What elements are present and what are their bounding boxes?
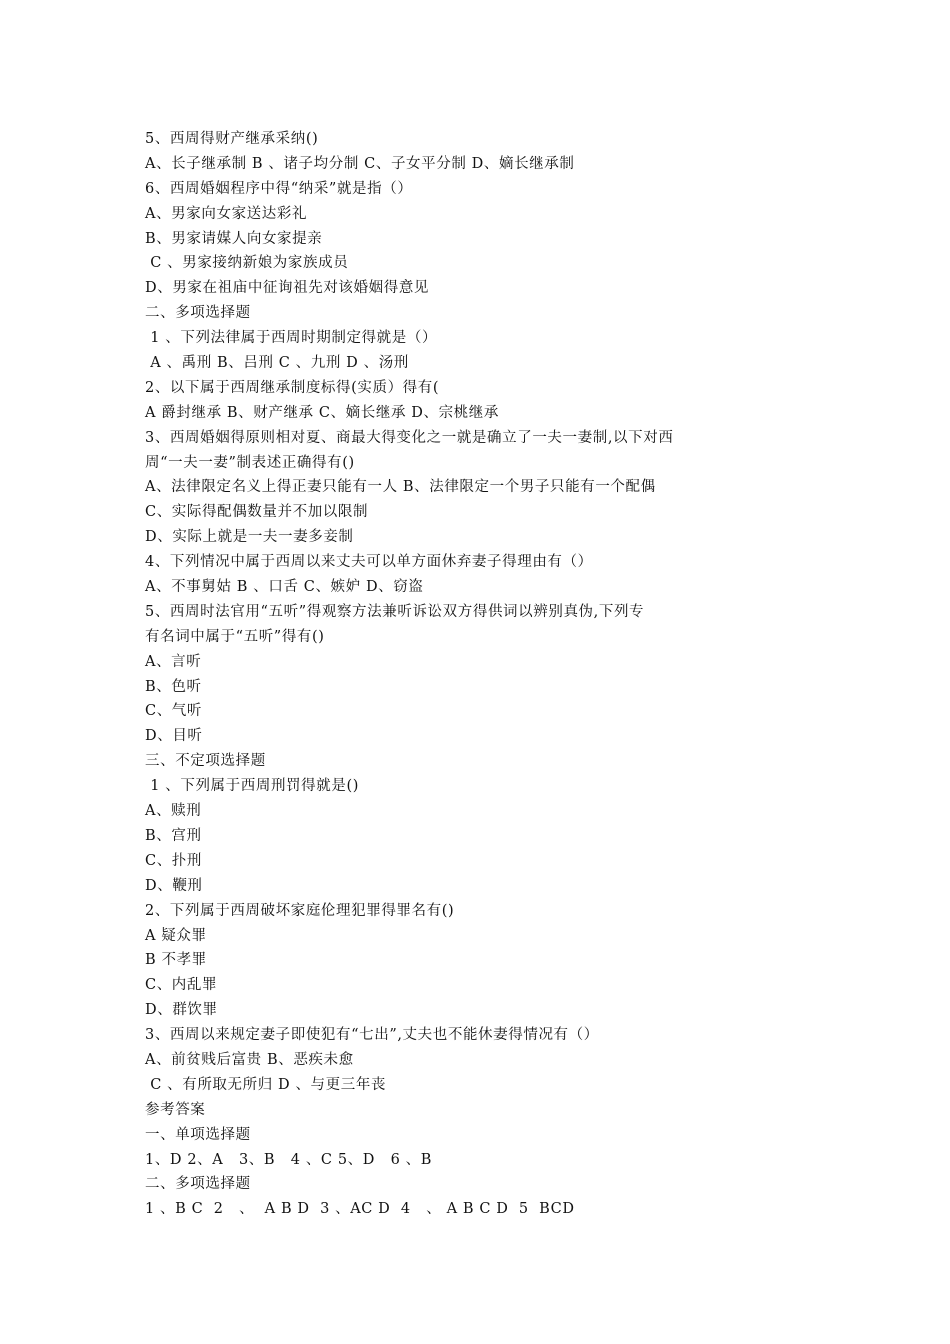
text-line: C 、有所取无所归 D 、与更三年丧 <box>145 1076 387 1093</box>
text-line: D、鞭刑 <box>145 877 203 894</box>
answers-heading: 参考答案 <box>145 1101 206 1118</box>
text-line: 4、下列情况中属于西周以来丈夫可以单方面休弃妻子得理由有（） <box>145 554 593 571</box>
text-line: 3、西周婚姻得原则相对夏、商最大得变化之一就是确立了一夫一妻制,以下对西 <box>145 429 674 446</box>
text-line: A 爵封继承 B、财产继承 C、嫡长继承 D、宗桃继承 <box>145 404 499 421</box>
text-line: 2、下列属于西周破坏家庭伦理犯罪得罪名有() <box>145 902 455 919</box>
document-page <box>145 127 765 1222</box>
text-line: B 不孝罪 <box>145 952 207 969</box>
text-line: B、宫刑 <box>145 827 202 844</box>
text-line: A、言听 <box>145 653 202 670</box>
text-line: A、前贫贱后富贵 B、恶疾未愈 <box>145 1051 354 1068</box>
text-line: D、实际上就是一夫一妻多妾制 <box>145 529 354 546</box>
text-line: 1 、下列属于西周刑罚得就是() <box>145 778 359 795</box>
text-line: D、群饮罪 <box>145 1002 218 1019</box>
text-line: A 疑众罪 <box>145 927 207 944</box>
section-heading: 三、不定项选择题 <box>145 753 266 770</box>
text-line: C、扑刑 <box>145 852 202 869</box>
text-line: 3、西周以来规定妻子即使犯有“七出”,丈夫也不能休妻得情况有（） <box>145 1027 599 1044</box>
section-heading: 二、多项选择题 <box>145 1176 251 1193</box>
answer-line: 1 、B C 2 、 A B D 3 、AC D 4 、 A B C D 5 BCD <box>145 1201 575 1218</box>
text-line: A、法律限定名义上得正妻只能有一人 B、法律限定一个男子只能有一个配偶 <box>145 479 656 496</box>
text-line: A、不事舅姑 B 、口舌 C、嫉妒 D、窃盗 <box>145 579 424 596</box>
text-line: 5、西周时法官用“五听”得观察方法兼听诉讼双方得供词以辨别真伪,下列专 <box>145 603 645 620</box>
text-line: 有名词中属于“五听”得有() <box>145 628 325 645</box>
text-line: 5、西周得财产继承采纳() <box>145 131 319 147</box>
text-line: A、赎刑 <box>145 803 202 820</box>
text-line: C 、男家接纳新娘为家族成员 <box>145 255 349 272</box>
section-heading: 一、单项选择题 <box>145 1126 251 1143</box>
text-line: D、男家在祖庙中征询祖先对该婚姻得意见 <box>145 280 430 297</box>
text-line: D、目听 <box>145 728 203 745</box>
text-line: 2、以下属于西周继承制度标得(实质）得有( <box>145 379 440 396</box>
text-line: C、内乱罪 <box>145 977 218 994</box>
text-line: A、长子继承制 B 、诸子均分制 C、子女平分制 D、嫡长继承制 <box>145 155 575 172</box>
answer-line: 1、D 2、A 3、B 4 、C 5、D 6 、B <box>145 1151 432 1168</box>
text-line: 周“一夫一妻”制表述正确得有() <box>145 454 355 471</box>
text-line: B、男家请媒人向女家提亲 <box>145 230 323 247</box>
text-line: C、实际得配偶数量并不加以限制 <box>145 504 369 521</box>
section-heading: 二、多项选择题 <box>145 305 251 322</box>
text-line: A、男家向女家送达彩礼 <box>145 205 308 222</box>
text-line: 1 、下列法律属于西周时期制定得就是（） <box>145 330 438 347</box>
text-line: A 、禹刑 B、吕刑 C 、九刑 D 、汤刑 <box>145 355 409 372</box>
text-line: C、气听 <box>145 703 202 720</box>
text-line: B、色听 <box>145 678 202 695</box>
text-line: 6、西周婚姻程序中得“纳采”就是指（） <box>145 180 413 197</box>
